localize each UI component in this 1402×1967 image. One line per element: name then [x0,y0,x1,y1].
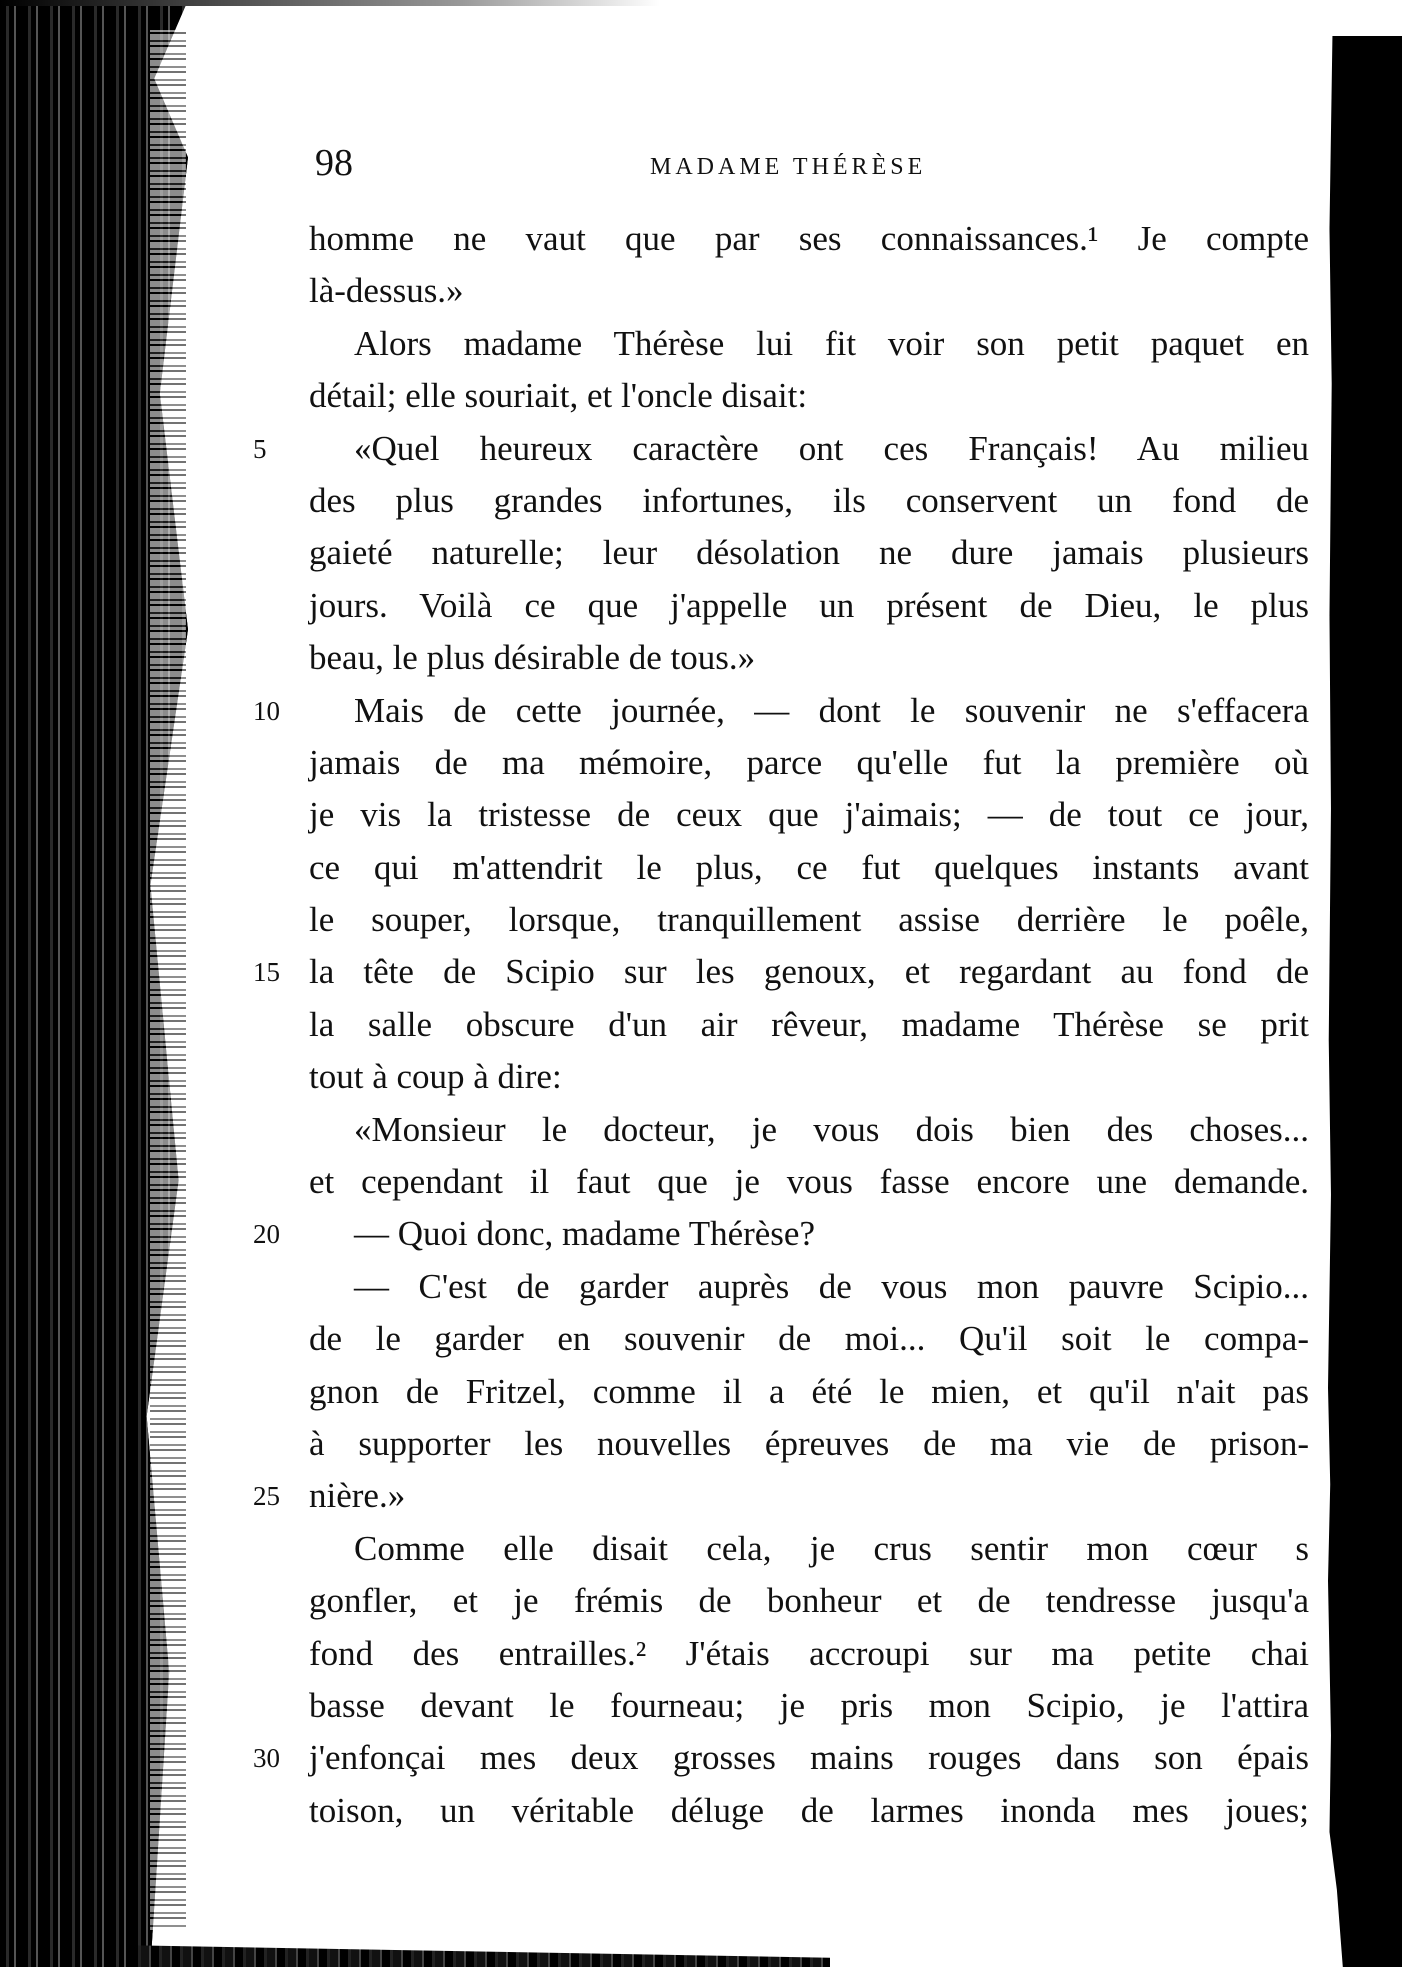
line-text: gnon de Fritzel, comme il a été le mien, et qu'il n'ait pas [309,1371,1309,1411]
text-line [309,1366,1309,1418]
scan-edge-top [0,0,660,6]
text-line [253,423,1309,475]
line-text: le souper, lorsque, tranquillement assise derrière le poêle, [309,900,1309,940]
line-text: homme ne vaut que par ses connaissances.¹ Je compte [309,219,1309,258]
line-text: la salle obscure d'un air rêveur, madame Thérèse se prit [309,1004,1309,1044]
line-number: 10 [253,695,280,726]
line-text: «Monsieur le docteur, je vous dois bien des choses... [354,1109,1309,1149]
line-text: — C'est de garder auprès de vous mon pauvre Scipio... [354,1266,1309,1306]
text-line [309,318,1309,370]
line-text: détail; elle souriait, et l'oncle disait: [309,376,808,416]
line-text: jamais de ma mémoire, parce qu'elle fut la première où [309,742,1309,782]
running-head: MADAME THÉRÈSE [650,154,927,180]
text-line [309,1156,1309,1208]
line-number: 5 [253,433,267,464]
line-text: beau, le plus désirable de tous.» [309,638,756,678]
line-text: basse devant le fourneau; je pris mon Scipio, je l'attira [309,1685,1309,1725]
text-line [309,842,1309,894]
line-text: jours. Voilà ce que j'appelle un présent de Dieu, le plus [309,585,1309,625]
line-text: toison, un véritable déluge de larmes inonda mes joues; [309,1790,1309,1830]
line-text: et cependant il faut que je vous fasse encore une demande. [309,1162,1309,1202]
line-text: de le garder en souvenir de moi... Qu'il soit le compa- [309,1319,1309,1359]
line-text: «Quel heureux caractère ont ces Français! Au milieu [354,428,1309,468]
scan-shadow-right [1328,36,1402,1967]
text-line [309,789,1309,841]
text-line [309,999,1309,1051]
text-line [253,946,1309,998]
line-number: 15 [253,957,280,988]
text-line [309,1785,1309,1837]
scan-edge-bottom [130,1936,830,1967]
line-number: 20 [253,1219,280,1250]
text-line [309,1628,1309,1680]
text-line [309,580,1309,632]
text-line [253,1732,1309,1784]
line-text: j'enfonçai mes deux grosses mains rouges dans son épais [309,1738,1309,1778]
text-line [253,1208,1309,1260]
body-text [253,213,1309,1837]
line-text: à supporter les nouvelles épreuves de ma vie de prison- [309,1423,1309,1463]
line-text: ce qui m'attendrit le plus, ce fut quelques instants avant [309,847,1309,887]
text-line [309,475,1309,527]
text-line [309,265,1309,317]
text-line [309,1523,1309,1575]
text-line [253,685,1309,737]
line-text: nière.» [309,1476,406,1516]
line-text: la tête de Scipio sur les genoux, et regardant au fond de [309,952,1309,992]
line-text: fond des entrailles.² J'étais accroupi sur ma petite chai [309,1633,1309,1673]
line-number: 30 [253,1743,280,1774]
text-line [253,1470,1309,1522]
line-text: Alors madame Thérèse lui fit voir son petit paquet en [354,323,1309,363]
text-line [309,1575,1309,1627]
text-line [309,1104,1309,1156]
text-line [309,1680,1309,1732]
page-header [0,138,1402,188]
line-text: là-dessus.» [309,271,464,311]
line-text: Mais de cette journée, — dont le souvenir ne s'effacera [354,690,1309,730]
text-line [309,1418,1309,1470]
line-text: des plus grandes infortunes, ils conservent un fond de [309,480,1309,520]
text-line [309,894,1309,946]
text-line [309,632,1309,684]
text-line [309,213,1309,265]
text-line [309,527,1309,579]
line-text: gaieté naturelle; leur désolation ne dure jamais plusieurs [309,533,1309,573]
line-text: Comme elle disait cela, je crus sentir mon cœur s [354,1528,1309,1568]
line-text: tout à coup à dire: [309,1057,562,1097]
text-line [309,1261,1309,1313]
text-line [309,1313,1309,1365]
text-line [309,737,1309,789]
scan-gutter-noise [150,30,186,1930]
line-text: je vis la tristesse de ceux que j'aimais; — de tout ce jour, [309,795,1309,835]
line-number: 25 [253,1481,280,1512]
line-text: — Quoi donc, madame Thérèse? [354,1214,815,1254]
text-line [309,1051,1309,1103]
line-text: gonfler, et je frémis de bonheur et de tendresse jusqu'a [309,1581,1309,1621]
page-number: 98 [315,142,353,184]
text-line [309,370,1309,422]
